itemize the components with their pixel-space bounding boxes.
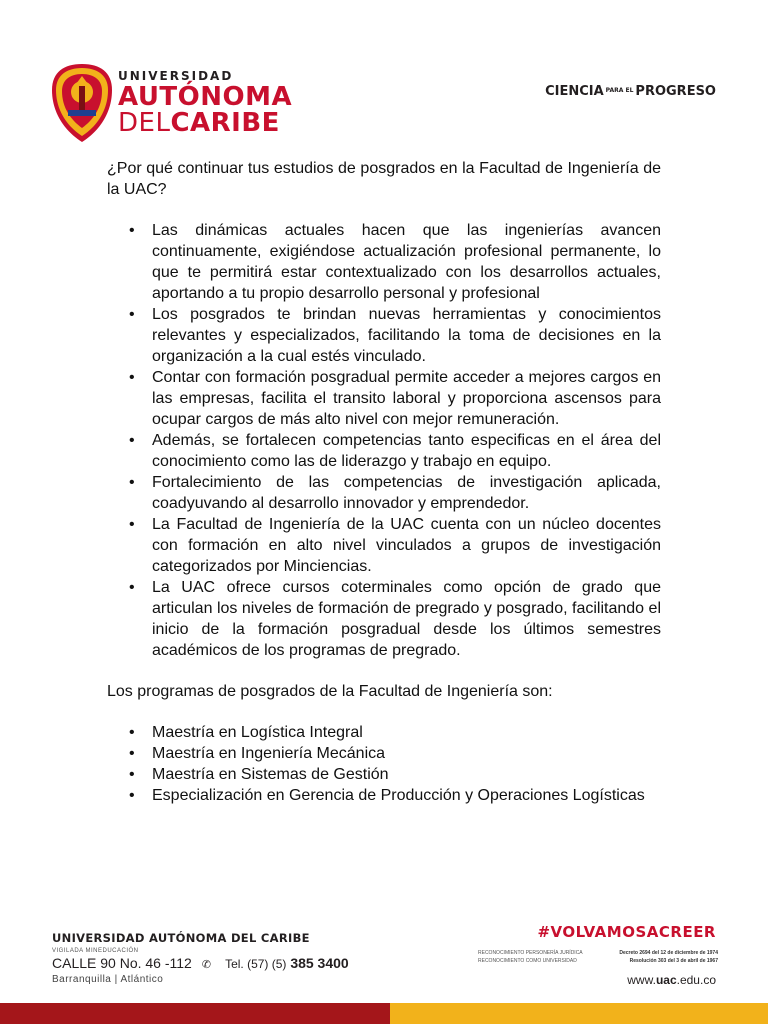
list-item-text: Maestría en Sistemas de Gestión: [152, 766, 389, 783]
list-item-text: Fortalecimiento de las competencias de investigación aplicada, coadyuvando al desarrollo innovador y emprendedor.: [152, 474, 661, 512]
legal-label-2: RECONOCIMIENTO COMO UNIVERSIDAD: [478, 958, 577, 964]
list-item: [107, 430, 661, 472]
footer-address: [52, 955, 349, 971]
logo-line-3-b: CARIBE: [170, 108, 280, 138]
phone-prefix: Tel. (57) (5): [225, 957, 287, 971]
legal-value-2: Resolución 303 del 3 de abril de 1967: [629, 958, 718, 964]
address-text: CALLE 90 No. 46 -112: [52, 955, 192, 971]
slogan-word-1: CIENCIA: [545, 84, 604, 99]
footer-website[interactable]: [627, 973, 716, 987]
list-item: [107, 514, 661, 577]
list-item: [107, 367, 661, 430]
legal-value-1: Decreto 2694 del 12 de diciembre de 1974: [619, 950, 718, 956]
bullet-icon: •: [129, 516, 135, 533]
slogan-word-2: PARA EL: [605, 87, 634, 94]
list-item: [107, 304, 661, 367]
bullet-icon: •: [129, 787, 135, 804]
bullet-icon: •: [129, 724, 135, 741]
programs-intro-paragraph: Los programas de posgrados de la Facultad de Ingeniería son:: [107, 683, 553, 700]
bullet-icon: •: [129, 474, 135, 491]
logo-line-2: AUTÓNOMA: [118, 82, 293, 112]
bullet-icon: •: [129, 306, 135, 323]
document-body: [107, 158, 661, 806]
bullet-icon: •: [129, 579, 135, 596]
bullet-icon: •: [129, 222, 135, 239]
list-item-text: Maestría en Logística Integral: [152, 724, 363, 741]
intro-paragraph: ¿Por qué continuar tus estudios de posgrados en la Facultad de Ingeniería de la UAC?: [107, 160, 661, 198]
footer-bar-yellow: [390, 1003, 768, 1024]
bullet-icon: •: [129, 369, 135, 386]
footer-bar-red: [0, 1003, 390, 1024]
list-item: [107, 472, 661, 514]
list-item: [107, 722, 661, 743]
slogan: [545, 80, 716, 99]
list-item: [107, 764, 661, 785]
legal-label-1: RECONOCIMIENTO PERSONERÍA JURÍDICA: [478, 950, 583, 956]
list-item-text: Especialización en Gerencia de Producción y Operaciones Logísticas: [152, 787, 645, 804]
web-prefix: www.: [627, 973, 656, 987]
list-item: [107, 785, 661, 806]
footer-hashtag: #VOLVAMOSACREER: [537, 923, 716, 941]
web-domain: uac: [655, 973, 677, 987]
list-item: [107, 220, 661, 304]
footer-city: Barranquilla | Atlántico: [52, 974, 164, 985]
footer-vigilada: VIGILADA MINEDUCACIÓN: [52, 948, 139, 954]
list-item-text: Además, se fortalecen competencias tanto especificas en el área del conocimiento como las de liderazgo y trabajo en equipo.: [152, 432, 661, 470]
letterhead: [0, 0, 768, 150]
list-item-text: Maestría en Ingeniería Mecánica: [152, 745, 386, 762]
web-suffix: .edu.co: [676, 973, 716, 987]
bullet-icon: •: [129, 766, 135, 783]
bullet-icon: •: [129, 432, 135, 449]
list-item: [107, 743, 661, 764]
reasons-list: [107, 220, 661, 661]
list-item: [107, 577, 661, 661]
logo-line-1: UNIVERSIDAD: [118, 69, 234, 83]
list-item-text: La UAC ofrece cursos coterminales como opción de grado que articulan los niveles de formación de pregrado y posgrado, facilitando el inicio de la formación posgradual desde los últimos semestres académicos de los programas de pregrado.: [152, 579, 661, 659]
logo-line-3-a: DEL: [118, 108, 171, 138]
list-item-text: Las dinámicas actuales hacen que las ingenierías avancen continuamente, exigiéndose actualización profesional permanente, lo que te permitirá estar contextualizado con los desarrollos actuales, aportando a tu propio desarrollo personal y profesional: [152, 222, 661, 302]
bullet-icon: •: [129, 745, 135, 762]
list-item-text: La Facultad de Ingeniería de la UAC cuenta con un núcleo docentes con formación en alto nivel vinculados a grupos de investigación categorizados por Minciencias.: [152, 516, 661, 575]
footer-legal: [478, 949, 718, 965]
university-seal-icon: [50, 62, 114, 144]
slogan-word-3: PROGRESO: [635, 84, 716, 99]
programs-list: [107, 722, 661, 806]
university-logo: [118, 70, 292, 136]
phone-icon: ✆: [201, 959, 212, 971]
logo-line-3: [118, 110, 292, 136]
list-item-text: Los posgrados te brindan nuevas herramientas y conocimientos relevantes y especializados, facilitando la toma de decisiones en la organización a la cual estés vinculado.: [152, 306, 661, 365]
phone-number: 385 3400: [290, 955, 349, 971]
footer-university-name: UNIVERSIDAD AUTÓNOMA DEL CARIBE: [52, 931, 310, 945]
list-item-text: Contar con formación posgradual permite acceder a mejores cargos en las empresas, facilita el transito laboral y proporciona ascensos para ocupar cargos de más alto nivel con mejor remuneración.: [152, 369, 661, 428]
